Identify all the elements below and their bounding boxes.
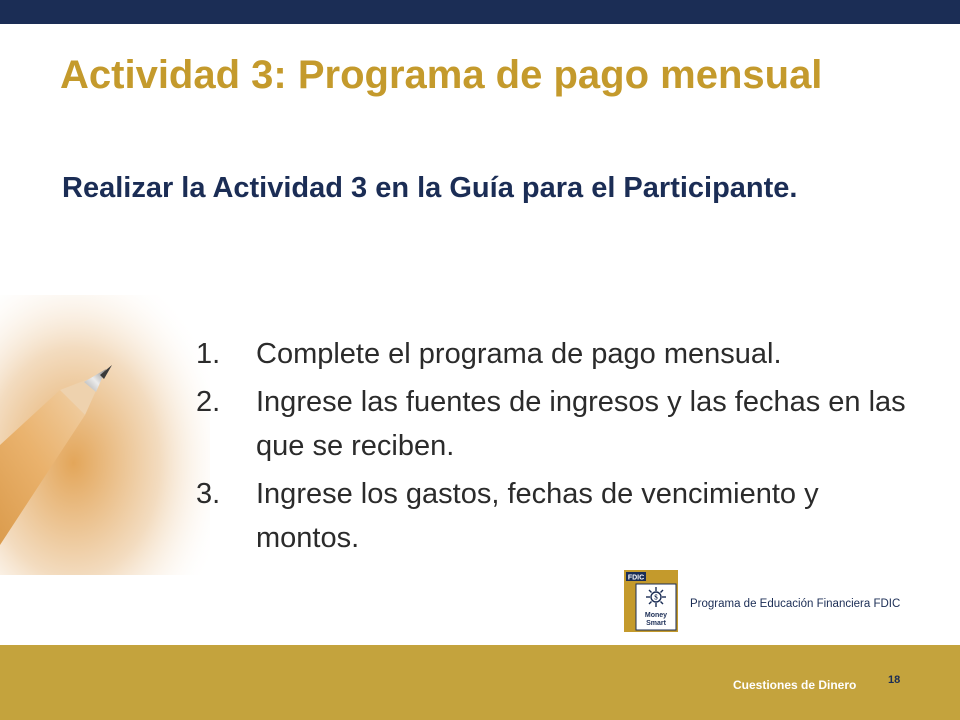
logo-smart-text: Smart [646,620,666,627]
program-label: Programa de Educación Financiera FDIC [690,598,901,610]
slide-subtitle: Realizar la Actividad 3 en la Guía para el Participante. [62,172,798,204]
list-item [196,472,916,560]
step-number: 3. [196,478,221,510]
page-number: 18 [888,674,901,686]
pencil-icon [0,295,210,575]
list-item [196,332,916,376]
step-text: Ingrese las fuentes de ingresos y las fechas en las que se reciben. [256,386,906,462]
logo-top-text: FDIC [627,574,645,582]
step-number: 2. [196,386,221,418]
svg-text:$: $ [654,593,658,602]
fdic-money-smart-logo [624,570,678,632]
steps-list [196,332,916,564]
top-bar [0,0,960,24]
step-text: Ingrese los gastos, fechas de vencimiento y montos. [256,478,819,554]
list-item [196,380,916,468]
step-number: 1. [196,338,221,370]
step-text: Complete el programa de pago mensual. [256,338,782,370]
logo-money-text: Money [644,612,668,619]
footer-section-label: Cuestiones de Dinero [733,678,857,692]
slide-title: Actividad 3: Programa de pago mensual [60,53,823,97]
